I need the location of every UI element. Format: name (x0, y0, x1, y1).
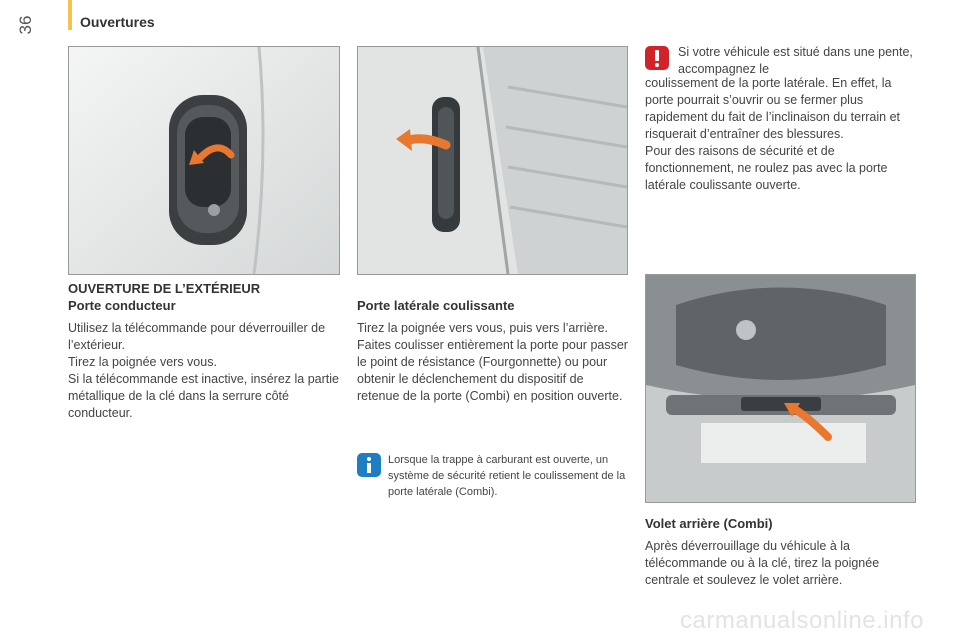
page-number: 36 (16, 15, 35, 35)
section-title: Ouvertures (80, 14, 155, 30)
text-sliding-door: Tirez la poignée vers vous, puis vers l’arrière. Faites coulisser entièrement la porte pour passer le point de résistance (Fourgonnette) ou pour obtenir le déclenchement du dispositif de retenue de la porte (Combi) en position ouverte. (357, 321, 628, 403)
photo-rear-flap-handle (645, 274, 916, 503)
warning-exclamation-icon (645, 46, 669, 70)
info-note-fuel-flap: Lorsque la trappe à carburant est ouverte, un système de sécurité retient le coulissement de la porte latérale (Combi). (388, 454, 626, 498)
warning-text-intro: Si votre véhicule est situé dans une pente, accompagnez le (678, 45, 913, 76)
photo-driver-door-handle (68, 46, 340, 275)
info-icon (357, 453, 381, 477)
text-rear-flap: Après déverrouillage du véhicule à la télécommande ou à la clé, tirez la poignée centrale et soulevez le volet arrière. (645, 539, 880, 587)
watermark: carmanualsonline.info (680, 607, 924, 634)
heading-exterior-opening: OUVERTURE DE L’EXTÉRIEUR (68, 281, 261, 296)
heading-rear-flap: Volet arrière (Combi) (645, 516, 773, 531)
heading-sliding-door: Porte latérale coulissante (357, 298, 515, 313)
text-driver-door: Utilisez la télécommande pour déverrouiller de l’extérieur. Tirez la poignée vers vous. Si la télécommande est inactive, insérez la partie métallique de la clé dans la serrure côté conducteur. (68, 321, 339, 420)
warning-text-body: coulissement de la porte latérale. En effet, la porte pourrait s’ouvrir ou se fermer plus rapidement du fait de l’inclinaison du terrain et risquerait d’entraîner des blessures. Pour des raisons de sécurité et de fonctionnement, ne roulez pas avec la porte latérale coulissante ouverte. (645, 76, 901, 192)
photo-sliding-door-handle (357, 46, 628, 275)
header-accent-bar (68, 0, 72, 30)
heading-driver-door: Porte conducteur (68, 298, 176, 313)
